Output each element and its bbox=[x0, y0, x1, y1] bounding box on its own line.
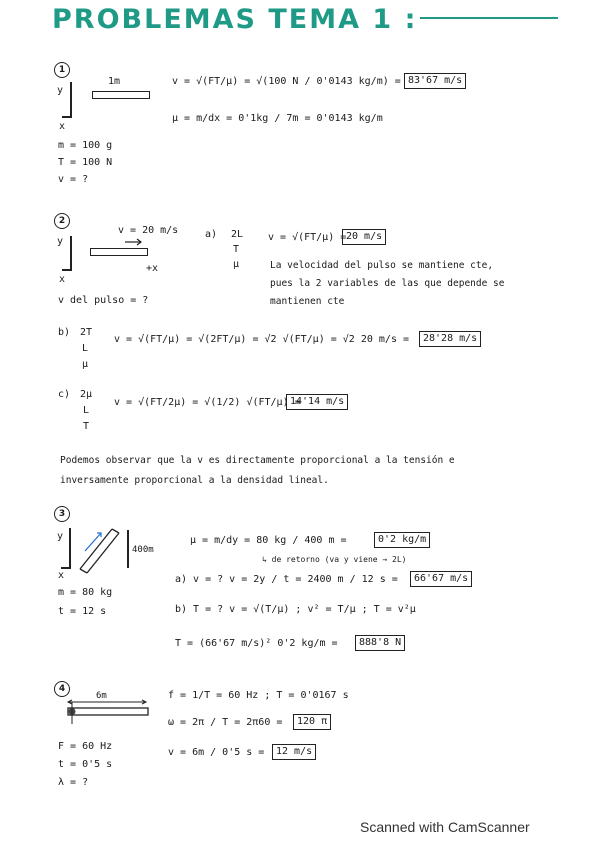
p1-eq-v: v = √(FT/μ) = √(100 N / 0'0143 kg/m) = bbox=[172, 76, 401, 87]
p1-rod bbox=[92, 91, 150, 99]
p1-given-v: v = ? bbox=[58, 174, 89, 185]
p1-eq-mu: μ = m/dx = 0'1kg / 7m = 0'0143 kg/m bbox=[172, 113, 383, 124]
p2-b-cond-2: L bbox=[82, 343, 89, 354]
p2-b-cond-1: 2T bbox=[80, 327, 93, 338]
p3-axis-y bbox=[69, 528, 71, 568]
problem-2-number: 2 bbox=[54, 213, 70, 229]
scanner-watermark: Scanned with CamScanner bbox=[360, 819, 530, 835]
p3-a-answer: 66'67 m/s bbox=[410, 571, 472, 587]
p2-c-label: c) bbox=[58, 389, 71, 400]
p3-inclined-rope bbox=[76, 525, 124, 575]
p1-given-T: T = 100 N bbox=[58, 157, 113, 168]
p2-a-label: a) bbox=[205, 229, 218, 240]
p4-answer-w: 120 π bbox=[293, 714, 331, 730]
p3-answer-mu: 0'2 kg/m bbox=[374, 532, 430, 548]
p1-given-m: m = 100 g bbox=[58, 140, 113, 151]
p2-axis-y bbox=[70, 236, 72, 270]
p1-answer-v: 83'67 m/s bbox=[404, 73, 466, 89]
p3-given-m: m = 80 kg bbox=[58, 587, 113, 598]
p2-c-answer: 14'14 m/s bbox=[286, 394, 348, 410]
p4-given-lambda: λ = ? bbox=[58, 777, 89, 788]
p1-axis-x bbox=[62, 116, 72, 118]
p2-arrow-icon bbox=[125, 238, 145, 246]
p2-c-cond-2: L bbox=[83, 405, 90, 416]
p4-given-f: F = 60 Hz bbox=[58, 741, 113, 752]
p2-c-cond-1: 2μ bbox=[80, 389, 93, 400]
problem-1-number: 1 bbox=[54, 62, 70, 78]
p3-eq-mu: μ = m/dy = 80 kg / 400 m = bbox=[190, 535, 347, 546]
p2-c-cond-3: T bbox=[83, 421, 90, 432]
p4-eq-f: f = 1/T = 60 Hz ; T = 0'0167 s bbox=[168, 690, 349, 701]
p3-a-eq: a) v = ? v = 2y / t = 2400 m / 12 s = bbox=[175, 574, 398, 585]
p2-ask: v del pulso = ? bbox=[58, 295, 149, 306]
p3-t-answer: 888'8 N bbox=[355, 635, 405, 651]
p3-height-label: 400m bbox=[132, 545, 154, 555]
p2-conclusion-1: Podemos observar que la v es directamente proporcional a la tensión e bbox=[60, 455, 455, 466]
p2-velocity-label: v = 20 m/s bbox=[118, 225, 179, 236]
p2-b-answer: 28'28 m/s bbox=[419, 331, 481, 347]
title-underline bbox=[420, 17, 558, 19]
p2-conclusion-2: inversamente proporcional a la densidad lineal. bbox=[60, 475, 329, 486]
p4-eq-w: ω = 2π / T = 2π60 = bbox=[168, 717, 283, 728]
p3-b-eq: b) T = ? v = √(T/μ) ; v² = T/μ ; T = v²μ bbox=[175, 604, 416, 615]
p1-axis-y bbox=[70, 82, 72, 117]
p2-a-cond-1: 2L bbox=[231, 229, 244, 240]
p2-b-eq: v = √(FT/μ) = √(2FT/μ) = √2 √(FT/μ) = √2 20 m/s = bbox=[114, 334, 410, 345]
p2-axis-y-label: y bbox=[57, 236, 64, 247]
p1-rod-length: 1m bbox=[108, 76, 121, 87]
p1-axis-y-label: y bbox=[57, 85, 64, 96]
p2-a-cond-2: T bbox=[233, 244, 240, 255]
p4-answer-v: 12 m/s bbox=[272, 744, 316, 760]
p2-a-text-2: pues la 2 variables de las que depende se bbox=[270, 278, 505, 289]
problem-4-number: 4 bbox=[54, 681, 70, 697]
p2-axis-x-label: x bbox=[59, 274, 66, 285]
p3-note: ↳ de retorno (va y viene → 2L) bbox=[262, 555, 407, 564]
p4-given-t: t = 0'5 s bbox=[58, 759, 113, 770]
p2-c-eq: v = √(FT/2μ) = √(1/2) √(FT/μ) = bbox=[114, 397, 301, 408]
p2-b-label: b) bbox=[58, 327, 71, 338]
p4-eq-v: v = 6m / 0'5 s = bbox=[168, 747, 265, 758]
p2-a-text-1: La velocidad del pulso se mantiene cte, bbox=[270, 260, 494, 271]
p2-axis-x bbox=[62, 269, 72, 271]
p2-a-answer: 20 m/s bbox=[342, 229, 386, 245]
p3-axis-x-label: x bbox=[58, 570, 65, 581]
p3-axis-x bbox=[61, 567, 71, 569]
p2-b-cond-3: μ bbox=[82, 359, 89, 370]
p2-plus-x: +x bbox=[146, 263, 159, 274]
p2-a-text-3: mantienen cte bbox=[270, 296, 345, 307]
problem-3-number: 3 bbox=[54, 506, 70, 522]
p3-axis-y-label: y bbox=[57, 531, 64, 542]
p3-given-t: t = 12 s bbox=[58, 606, 107, 617]
p2-rod bbox=[90, 248, 148, 256]
p2-a-eq: v = √(FT/μ) = bbox=[268, 232, 347, 243]
page-title: PROBLEMAS TEMA 1 : bbox=[52, 4, 418, 35]
p1-axis-x-label: x bbox=[59, 121, 66, 132]
p3-t-eq: T = (66'67 m/s)² 0'2 kg/m = bbox=[175, 638, 338, 649]
p4-rod-diagram bbox=[66, 700, 152, 726]
p3-height-marker bbox=[127, 530, 129, 568]
p4-rod-length: 6m bbox=[96, 691, 107, 701]
p2-a-cond-3: μ bbox=[233, 259, 240, 270]
